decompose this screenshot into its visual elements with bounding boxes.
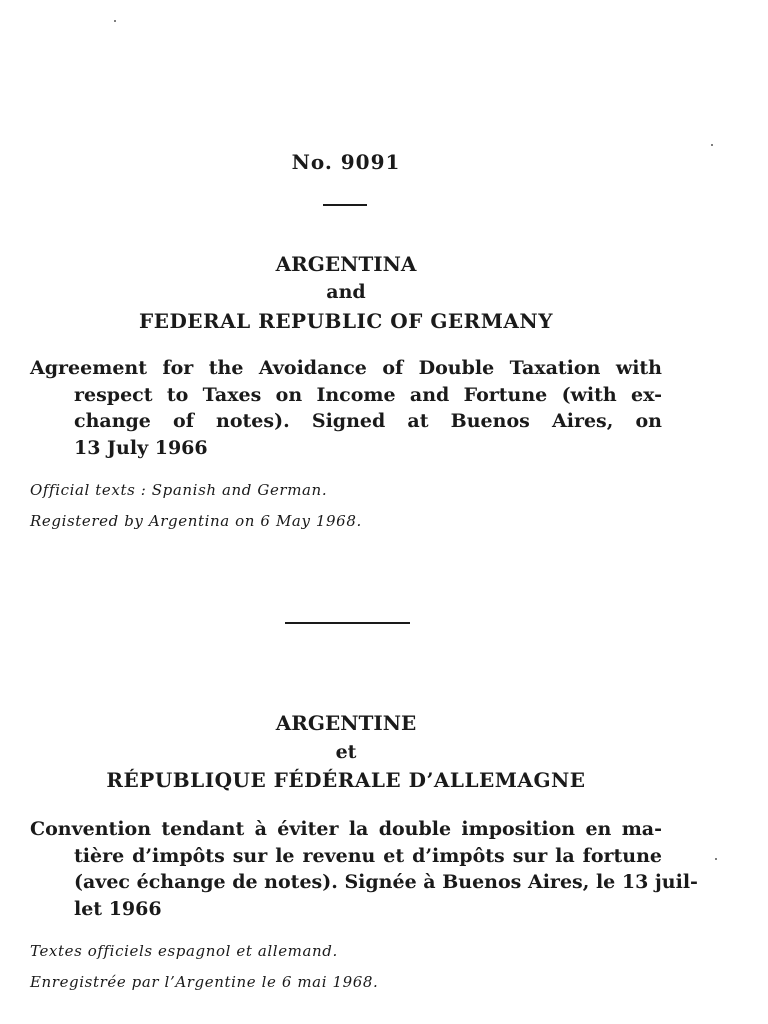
document-number: No. 9091: [291, 150, 401, 174]
official-texts-en: Official texts : Spanish and German.: [30, 481, 328, 499]
scan-speck: [711, 144, 713, 146]
short-divider: [323, 204, 367, 206]
party-two-heading-fr: RÉPUBLIQUE FÉDÉRALE D’ALLEMAGNE: [106, 768, 586, 792]
title-line: Agreement for the Avoidance of Double Taxation with: [30, 357, 662, 379]
official-texts-fr: Textes officiels espagnol et allemand.: [30, 942, 338, 960]
registration-note-en: Registered by Argentina on 6 May 1968.: [30, 512, 362, 530]
registration-note-fr: Enregistrée par l’Argentine le 6 mai 1968.: [30, 973, 379, 991]
title-line: tière d’impôts sur le revenu et d’impôts sur la fortune: [74, 844, 662, 867]
conjunction-en: and: [326, 281, 366, 303]
title-line: Convention tendant à éviter la double imposition en ma-: [30, 818, 662, 840]
section-divider: [285, 622, 410, 624]
agreement-title-en: [30, 355, 662, 461]
conjunction-fr: et: [335, 741, 357, 763]
party-one-heading-fr: ARGENTINE: [275, 711, 417, 735]
party-one-heading-en: ARGENTINA: [275, 252, 417, 276]
scan-speck: [715, 858, 717, 860]
agreement-title-fr: [30, 816, 698, 922]
title-line: 13 July 1966: [74, 436, 208, 459]
title-line: respect to Taxes on Income and Fortune (with ex-: [74, 383, 662, 406]
scan-speck: [114, 20, 116, 22]
title-line: let 1966: [74, 897, 162, 920]
title-line: (avec échange de notes). Signée à Buenos Aires, le 13 juil-: [74, 871, 698, 893]
title-line: change of notes). Signed at Buenos Aires, on: [74, 410, 662, 432]
party-two-heading-en: FEDERAL REPUBLIC OF GERMANY: [139, 309, 553, 333]
